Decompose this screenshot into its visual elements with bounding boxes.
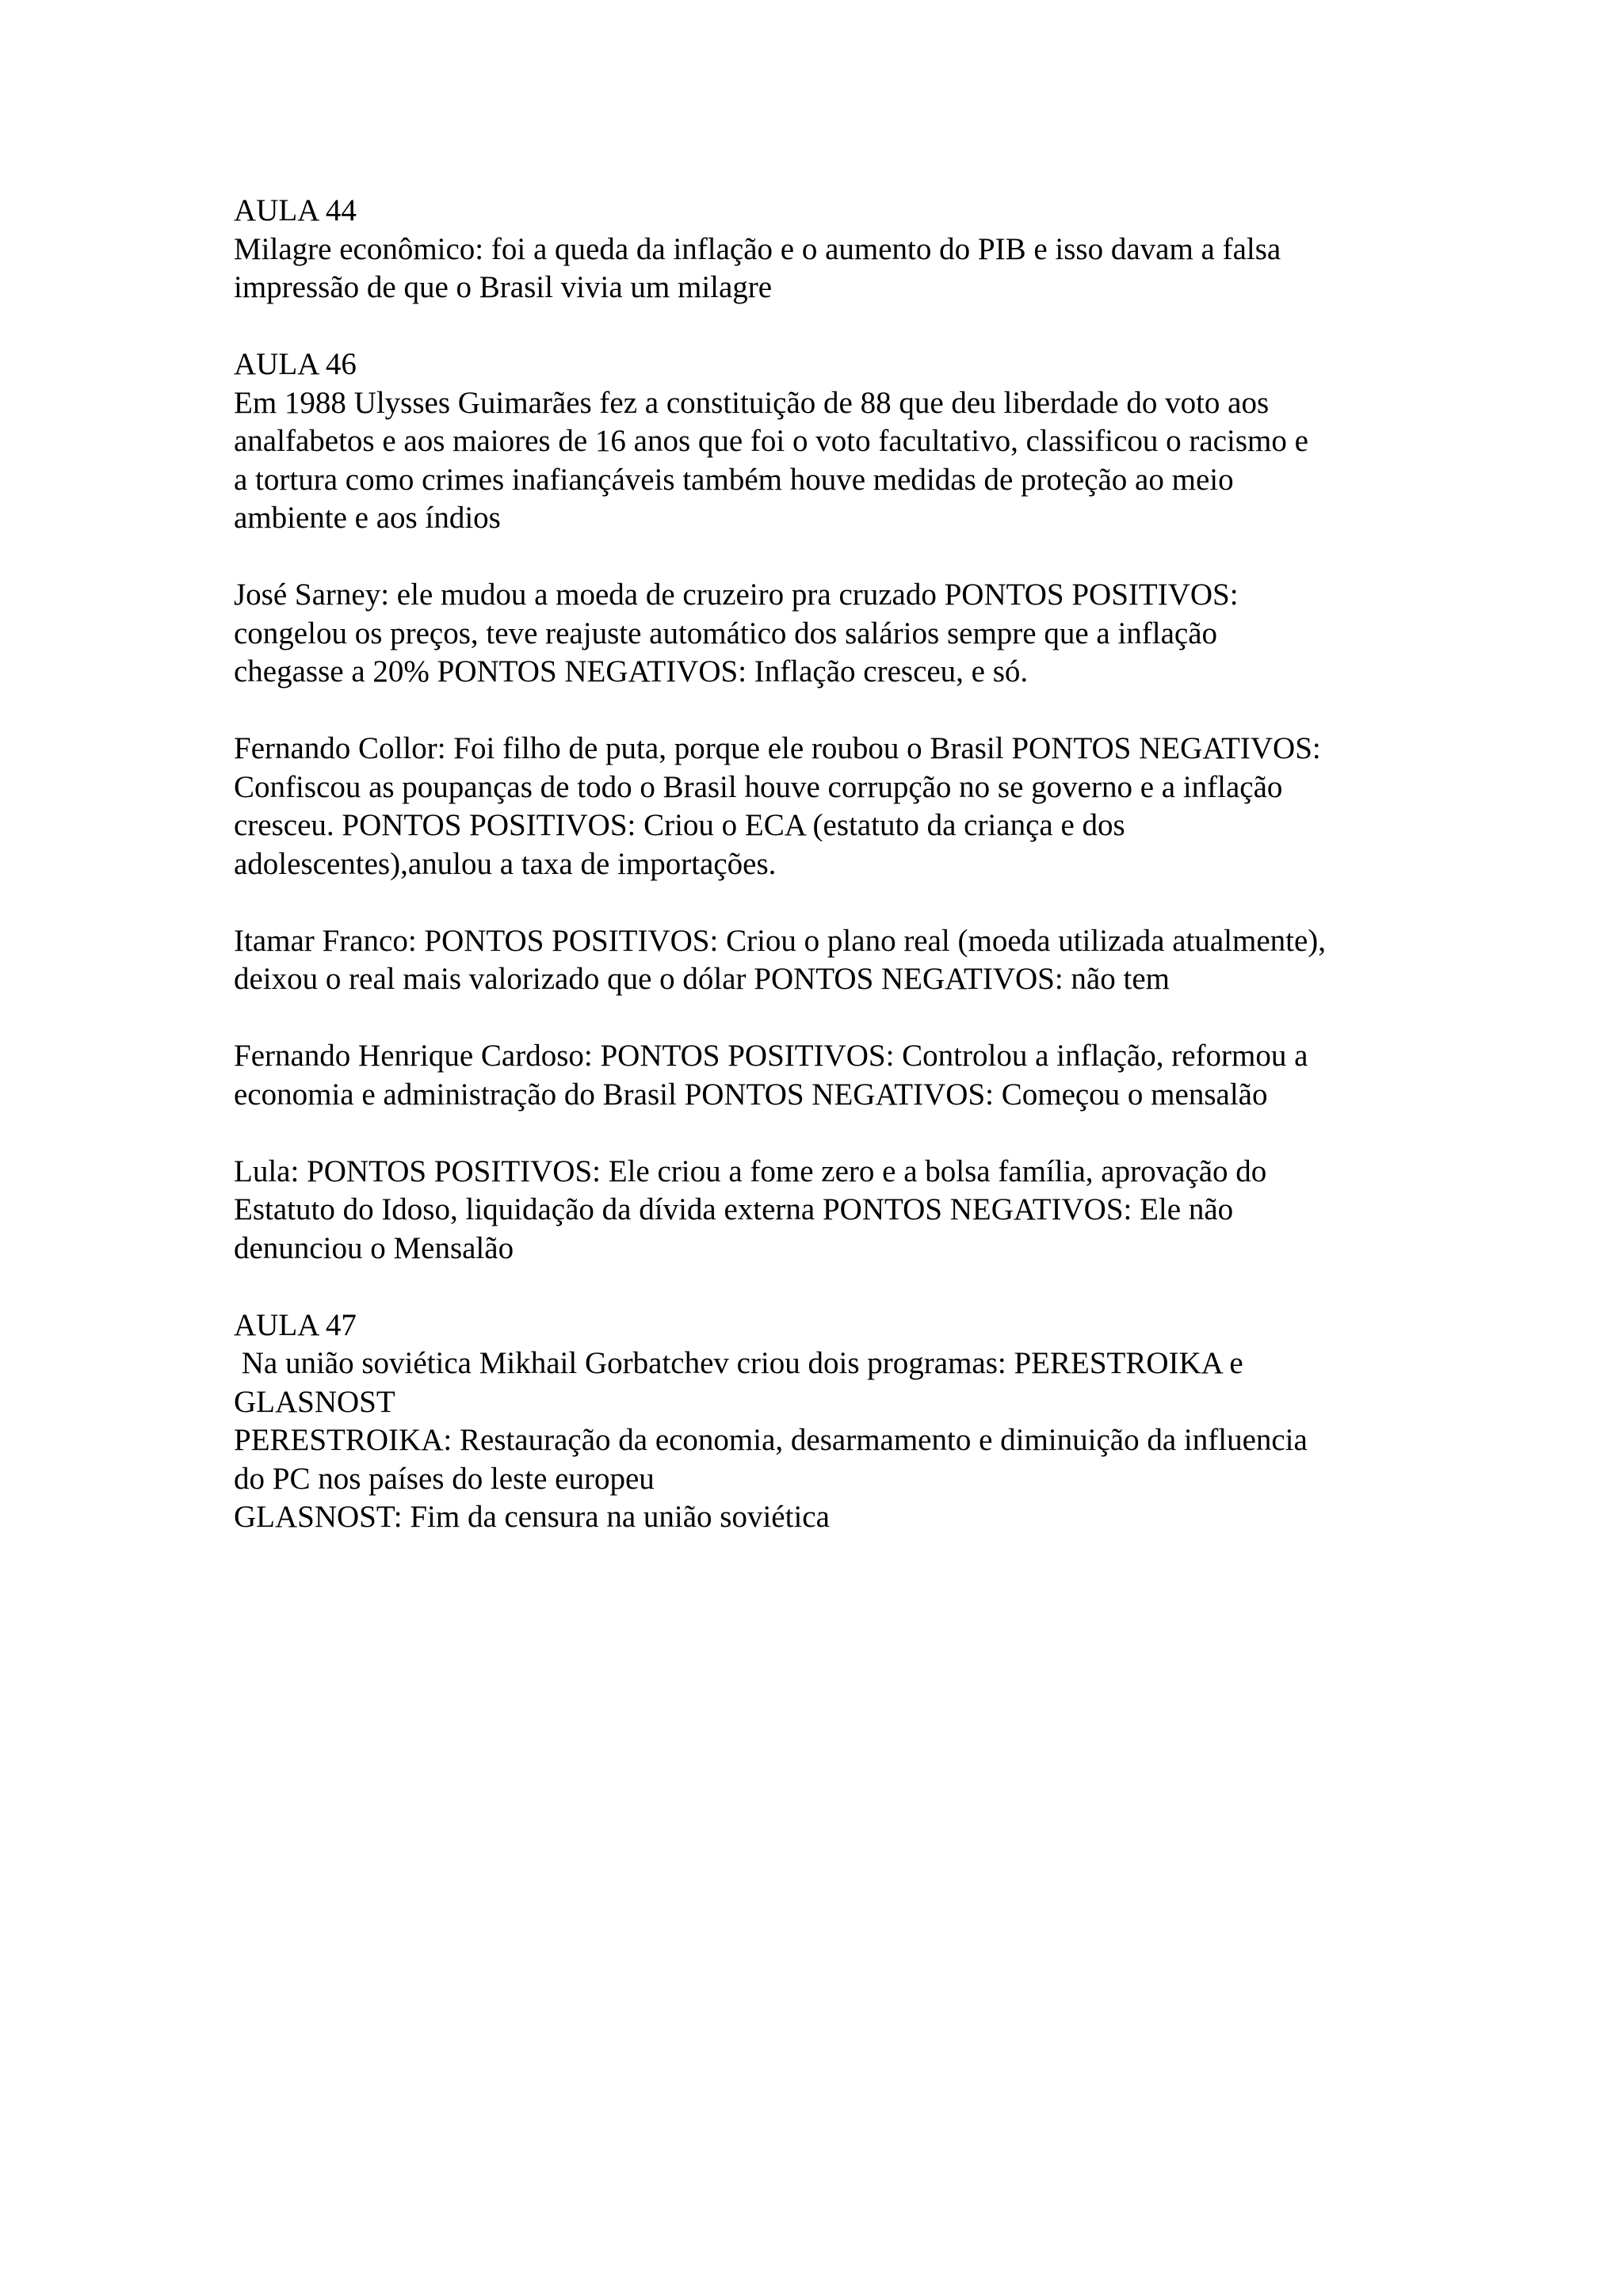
paragraph-line: deixou o real mais valorizado que o dólar PONTOS NEGATIVOS: não tem — [234, 962, 1170, 996]
paragraph-spacer — [234, 692, 1423, 730]
paragraph-line: Na união soviética Mikhail Gorbatchev criou dois programas: PERESTROIKA e — [234, 1346, 1243, 1380]
heading-aula-44: AULA 44 — [234, 193, 357, 227]
paragraph-spacer — [234, 307, 1423, 346]
paragraph-itamar-franco — [234, 922, 1423, 999]
paragraph-line: GLASNOST: Fim da censura na união soviética — [234, 1500, 830, 1534]
paragraph-line: Estatuto do Idoso, liquidação da dívida externa PONTOS NEGATIVOS: Ele não — [234, 1192, 1234, 1226]
paragraph-line: Itamar Franco: PONTOS POSITIVOS: Criou o plano real (moeda utilizada atualmente), — [234, 923, 1327, 958]
paragraph-line: Confiscou as poupanças de todo o Brasil houve corrupção no se governo e a inflação — [234, 769, 1283, 804]
paragraph-spacer — [234, 1268, 1423, 1306]
paragraph-line: ambiente e aos índios — [234, 501, 501, 535]
paragraph-fernando-henrique-cardoso — [234, 1037, 1423, 1114]
paragraph-lula — [234, 1153, 1423, 1268]
paragraph-line: congelou os preços, teve reajuste automático dos salários sempre que a inflação — [234, 616, 1218, 650]
paragraph-spacer — [234, 999, 1423, 1038]
heading-aula-47: AULA 47 — [234, 1307, 357, 1342]
paragraph-line: analfabetos e aos maiores de 16 anos que foi o voto facultativo, classificou o racismo e — [234, 424, 1308, 458]
paragraph-fernando-collor — [234, 730, 1423, 883]
paragraph-line: impressão de que o Brasil vivia um milagre — [234, 270, 773, 304]
section-aula-47 — [234, 1306, 1423, 1537]
paragraph-line: José Sarney: ele mudou a moeda de cruzeiro pra cruzado PONTOS POSITIVOS: — [234, 578, 1239, 612]
heading-aula-46: AULA 46 — [234, 347, 357, 381]
paragraph-line: Fernando Collor: Foi filho de puta, porque ele roubou o Brasil PONTOS NEGATIVOS: — [234, 731, 1321, 765]
paragraph-line: economia e administração do Brasil PONTOS NEGATIVOS: Começou o mensalão — [234, 1077, 1268, 1112]
paragraph-line: PERESTROIKA: Restauração da economia, desarmamento e diminuição da influencia — [234, 1423, 1308, 1457]
paragraph-line: do PC nos países do leste europeu — [234, 1461, 655, 1496]
paragraph-line: Milagre econômico: foi a queda da inflação e o aumento do PIB e isso davam a falsa — [234, 231, 1281, 266]
paragraph-line: a tortura como crimes inafiançáveis também houve medidas de proteção ao meio — [234, 462, 1234, 497]
paragraph-line: denunciou o Mensalão — [234, 1230, 514, 1265]
paragraph-spacer — [234, 538, 1423, 577]
paragraph-line: adolescentes),anulou a taxa de importações. — [234, 846, 777, 881]
paragraph-line: Fernando Henrique Cardoso: PONTOS POSITIVOS: Controlou a inflação, reformou a — [234, 1039, 1308, 1073]
paragraph-line: Lula: PONTOS POSITIVOS: Ele criou a fome zero e a bolsa família, aprovação do — [234, 1154, 1267, 1188]
section-aula-46 — [234, 345, 1423, 538]
document-body — [234, 192, 1423, 1537]
paragraph-line: GLASNOST — [234, 1384, 395, 1419]
paragraph-line: cresceu. PONTOS POSITIVOS: Criou o ECA (estatuto da criança e dos — [234, 808, 1125, 842]
paragraph-line: chegasse a 20% PONTOS NEGATIVOS: Inflação cresceu, e só. — [234, 654, 1029, 688]
paragraph-jose-sarney — [234, 576, 1423, 692]
paragraph-line: Em 1988 Ulysses Guimarães fez a constituição de 88 que deu liberdade do voto aos — [234, 385, 1270, 420]
paragraph-spacer — [234, 883, 1423, 922]
paragraph-spacer — [234, 1114, 1423, 1153]
section-aula-44 — [234, 192, 1423, 307]
